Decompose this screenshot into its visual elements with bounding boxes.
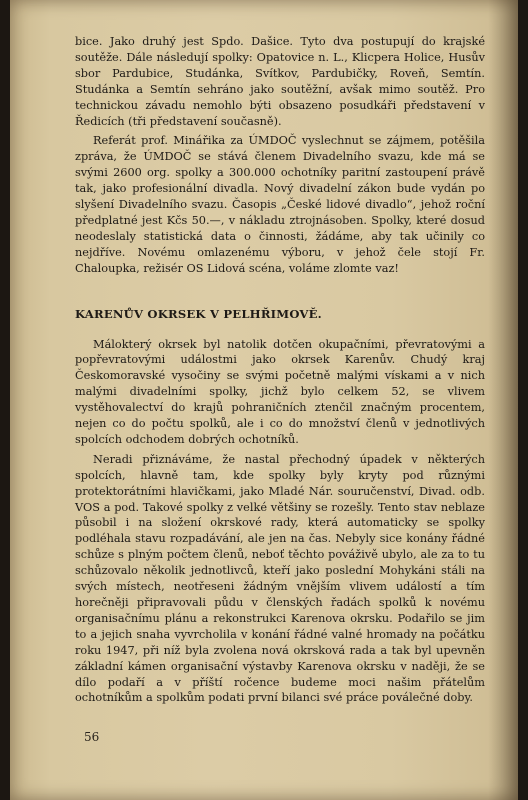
page-number: 56 [84, 730, 100, 744]
book-page [10, 0, 518, 800]
paragraph-karenuv-intro: Málokterý okrsek byl natolik dotčen okupačními, převratovými a popřevratovými událostmi jako okrsek Karenův. Chudý kraj Českomoravské vysočiny se svými početně malými vískami a v nich malými divadelními spolky, jichž bylo celkem 52, se vlivem vystěhovalectví do krajů pohraničních ztenčil značným procentem, nejen co do počtu spolků, ale i co do množství členů v jednotlivých spolcích odchodem dobrých ochotníků. [75, 337, 485, 446]
paragraph-referat: Referát prof. Minářika za ÚMDOČ vyslechnut se zájmem, potěšila zpráva, že ÚMDOČ se stává členem Divadelního svazu, kde má se svými 2600 org. spolky a 300.000 ochotníky paritní zastoupení právě tak, jako profesionální divadla. Nový divadelní zákon bude vydán po slyšení Divadelního svazu. Časopis „České lidové divadlo“, jehož roční předplatné jest Kčs 50.—, v nákladu ztrojnásoben. Spolky, které dosud neodeslaly statistická data o činnosti, žádáme, aby tak učinily co nejdříve. Novému omlazenému výboru, v jehož čele stojí Fr. Chaloupka, režisér OS Lidová scéna, voláme zlomte vaz! [75, 134, 485, 275]
page-content [75, 34, 485, 706]
paragraph-continuation: bice. Jako druhý jest Spdo. Dašice. Tyto dva postupují do krajské soutěže. Dále následují spolky: Opatovice n. L., Klicpera Holice, Husův sbor Pardubice, Studánka, Svítkov, Pardubičky, Roveň, Semtín. Studánka a Semtín sehráno jako soutěžní, avšak mimo soutěž. Pro technickou závadu nemohlo býti obsazeno posudkáři představení v Ředicích (tři představení současně). [75, 35, 485, 128]
section-heading: KARENŮV OKRSEK V PELHŘIMOVĚ. [75, 306, 322, 321]
paragraph-karenuv-body: Neradi přiznáváme, že nastal přechodný úpadek v některých spolcích, hlavně tam, kde spolky byly kryty pod různými protektorátními hlavičkami, jako Mladé Nár. souručenství, Divad. odb. VOS a pod. Takové spolky z velké většiny se rozešly. Tento stav neblaze působil i na složení okrskové rady, která automaticky se spolky podléhala stavu rozpadávání, ale jen na čas. Nebyly sice konány řádné schůze s plným počtem členů, neboť těchto pováživě ubylo, ale za to tu schůzovalo několik jednotlivců, kteří jako poslední Mohykáni stáli na svých místech, neotřeseni žádným vnějším vlivem událostí a tím horečněji připravovali půdu v členských řadách spolků k novému organisačnímu plánu a rekonstrukci Karenova okrsku. Podařilo se jim to a jejich snaha vyvrcholila v konání řádné valné hromady na počátku roku 1947, při níž byla zvolena nová okrsková rada a tak byl upevněn základní kámen organisační výstavby Karenova okrsku v naději, že se dílo podaří a v příští ročence budeme moci našim přátelům ochotníkům a spolkům podati první bilanci své práce poválečné doby. [75, 452, 485, 705]
